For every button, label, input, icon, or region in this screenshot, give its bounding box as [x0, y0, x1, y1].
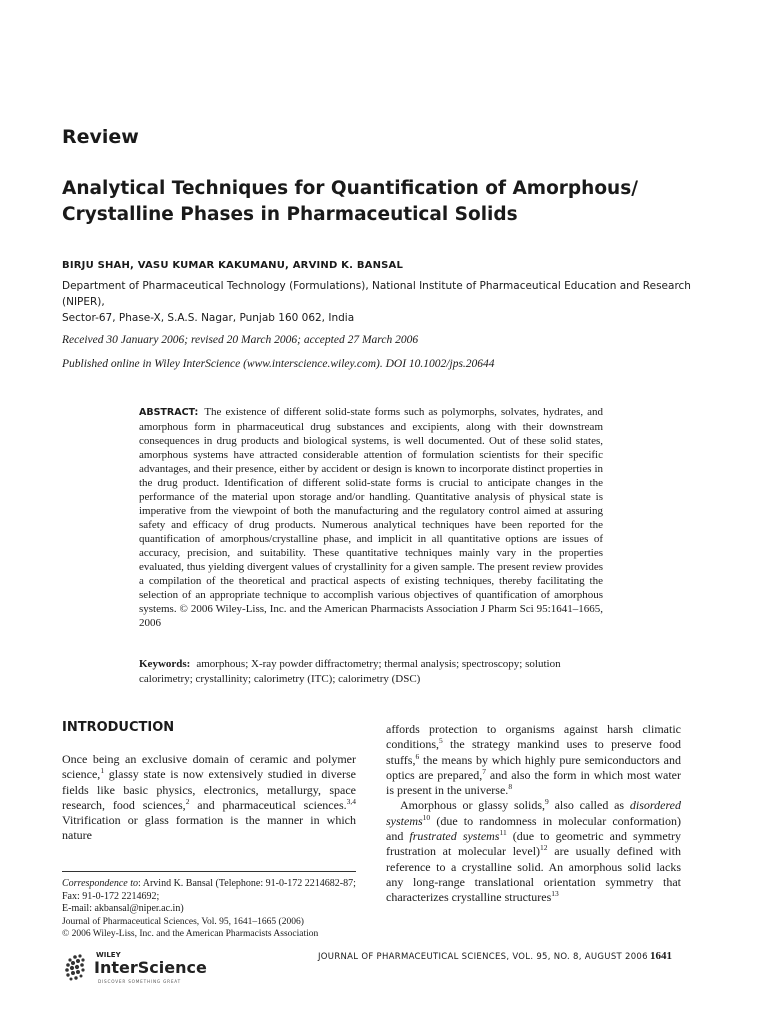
citation-ref: 11 [499, 828, 507, 838]
body-text: and pharmaceutical sciences. [189, 797, 347, 812]
body-text: (due to randomness in molecular conformation) and [386, 813, 681, 844]
citation-ref: 10 [422, 812, 431, 822]
abstract-label: ABSTRACT: [139, 407, 199, 418]
copyright-line: © 2006 Wiley-Liss, Inc. and the American Pharmacists Association [62, 928, 319, 939]
author-list: BIRJU SHAH, VASU KUMAR KAKUMANU, ARVIND K. BANSAL [62, 260, 404, 271]
page-number: 1641 [650, 950, 672, 962]
body-text: Amorphous or glassy solids, [400, 798, 546, 813]
affiliation-line-1: Department of Pharmaceutical Technology (Formulations), National Institute of Pharmaceutical Education and Research (NIPER), [62, 280, 691, 308]
paragraph [386, 722, 681, 798]
paragraph [386, 798, 681, 905]
body-text: Vitrification or glass formation is the manner in which nature [62, 813, 356, 843]
title-line-1: Analytical Techniques for Quantification of Amorphous/ [62, 178, 638, 199]
citation-ref: 9 [545, 797, 549, 807]
affiliation [62, 278, 702, 326]
body-text: and also the form in which most water is present in the universe. [386, 767, 681, 798]
title-line-2: Crystalline Phases in Pharmaceutical Solids [62, 204, 518, 225]
interscience-wordmark: InterScience [94, 958, 207, 977]
body-text: (due to geometric and symmetry frustration at molecular level) [386, 829, 682, 859]
citation-ref: 2 [185, 796, 190, 806]
section-label: Review [62, 126, 139, 148]
body-text: affords protection to organisms against harsh climatic conditions, [386, 722, 681, 752]
correspondence-text: : Arvind K. Bansal (Telephone: 91-0-172 2214682-87; Fax: 91-0-172 2214692; [62, 878, 356, 902]
citation-ref: 6 [415, 751, 420, 761]
abstract [139, 405, 603, 630]
logo-tagline: DISCOVER SOMETHING GREAT [98, 979, 181, 984]
body-column-left [62, 752, 356, 844]
wiley-wordmark: WILEY [96, 951, 121, 959]
wiley-interscience-logo [62, 946, 222, 988]
journal-line: Journal of Pharmaceutical Sciences, Vol. 95, 1641–1665 (2006) [62, 917, 304, 927]
running-footer: JOURNAL OF PHARMACEUTICAL SCIENCES, VOL. 95, NO. 8, AUGUST 2006 [318, 952, 648, 962]
emphasis-term: disordered systems [386, 798, 681, 828]
correspondence-footnote [62, 878, 362, 916]
keywords [139, 657, 603, 687]
correspondence-label: Correspondence to [62, 878, 139, 889]
dots-globe-icon [62, 946, 222, 988]
footnote-divider [62, 871, 356, 872]
emphasis-term: frustrated systems [409, 829, 500, 844]
abstract-text: The existence of different solid-state forms such as polymorphs, solvates, hydrates, and amorphous form in pharmaceutical drug substances and excipients, along with their downstream consequences in drug products and biological systems, is well documented. Out of these solid states, amorphous systems have attracted considerable attention of formulation scientists for their specific advantages, and their presence, either by accident or design is known to incorporate distinct properties in the drug product. Identification of different solid-state forms is crucial to anticipate changes in the performance of the material upon storage and/or handling. Quantitative analysis of physical state is imperative from the viewpoint of both the manufacturing and the regulatory control aimed at assuring safety and efficacy of drug products. Numerous analytical techniques have been reported for the quantification of amorphous/crystalline phase, and implicit in all quantitative options are issues of accuracy, precision, and suitability. These quantitative techniques mainly vary in the properties evaluated, thus yielding divergent values of crystallinity for a given sample. The present review provides a compilation of the theoretical and practical aspects of existing techniques, thereby facilitating the selection of an appropriate technique to accomplish various objectives of quantification of amorphous systems. © 2006 Wiley-Liss, Inc. and the American Pharmacists Association J Pharm Sci 95:1641–1665, 2006 [139, 406, 603, 629]
citation-ref: 3,4 [346, 796, 357, 806]
correspondence-email: E-mail: akbansal@niper.ac.in) [62, 903, 184, 914]
citation-ref: 7 [482, 766, 486, 776]
citation-ref: 8 [508, 782, 513, 792]
citation-ref: 5 [439, 736, 443, 746]
keywords-text: amorphous; X-ray powder diffractometry; thermal analysis; spectroscopy; solution calorimetry; crystallinity; calorimetry (ITC); calorimetry (DSC) [139, 658, 561, 685]
body-text: the strategy mankind uses to preserve food stuffs, [386, 737, 681, 767]
citation-ref: 12 [540, 843, 548, 853]
body-text: glassy state is now extensively studied in diverse fields like basic physics, electronics, metallurgy, space research, food sciences, [62, 767, 356, 812]
citation-ref: 1 [100, 766, 105, 776]
paper-title [62, 176, 722, 228]
body-text: also called as [548, 798, 630, 813]
body-text: are usually defined with reference to a crystalline solid. An amorphous solid lacks any long-range translational orientation symmetry that characterizes crystalline structures [386, 844, 681, 905]
journal-citation [62, 917, 362, 940]
citation-ref: 13 [551, 889, 559, 899]
published-online: Published online in Wiley InterScience (www.interscience.wiley.com). DOI 10.1002/jps.20644 [62, 358, 495, 370]
body-text: the means by which highly pure semiconductors and optics are prepared, [386, 752, 681, 782]
body-text: Once being an exclusive domain of ceramic and polymer science, [62, 752, 356, 782]
keywords-label: Keywords: [139, 658, 191, 670]
received-dates: Received 30 January 2006; revised 20 March 2006; accepted 27 March 2006 [62, 334, 419, 346]
affiliation-line-2: Sector-67, Phase-X, S.A.S. Nagar, Punjab 160 062, India [62, 312, 355, 324]
body-column-right [386, 722, 681, 906]
introduction-heading: INTRODUCTION [62, 720, 175, 735]
